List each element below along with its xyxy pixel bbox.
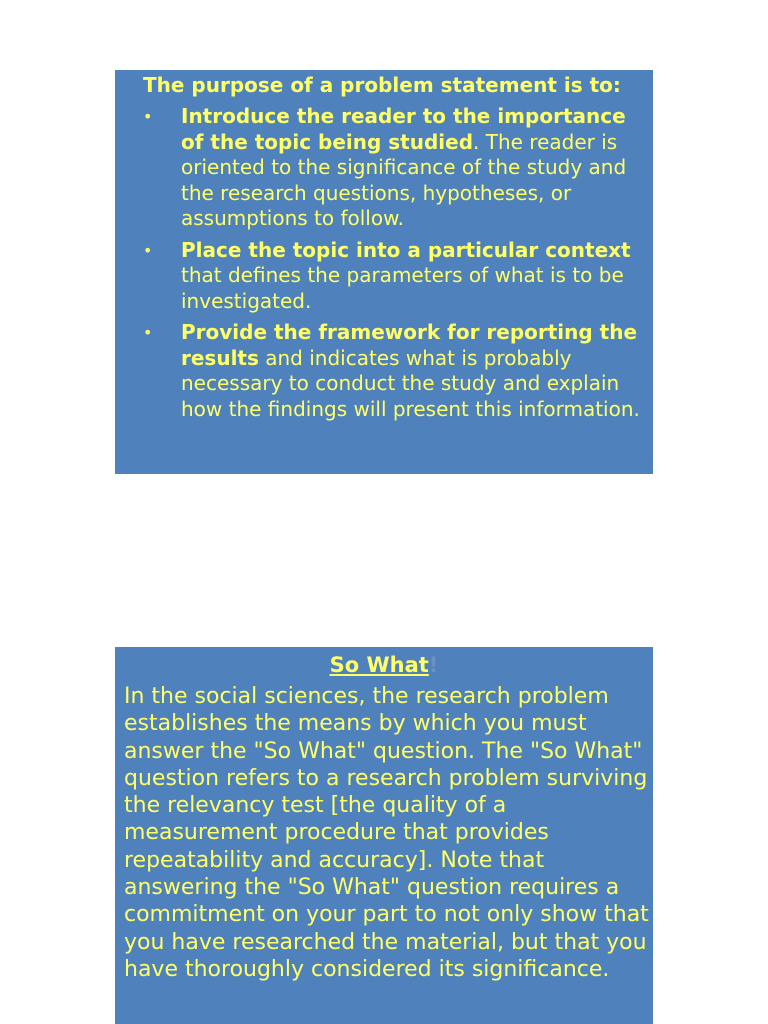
slide-title (115, 651, 653, 679)
slide-body-text: In the social sciences, the research problem establishes the means by which you must answer the "So What" question. The "So What" question refers to a research problem surviving the relevancy test [the quality of a measurement procedure that provides repeatability and accuracy]. Note that answering the "So What" question requires a commitment on your part to not only show that you have researched the material, but that you have thoroughly considered its significance. (124, 684, 649, 982)
list-item (143, 104, 651, 232)
slide-title-suffix: ! (428, 653, 439, 677)
list-item (143, 238, 651, 315)
item-bold-text: Provide the framework for reporting the results (181, 320, 638, 370)
bullet-icon: • (143, 323, 153, 342)
list-item (143, 320, 651, 422)
so-what-slide (115, 647, 653, 1024)
slide-heading: The purpose of a problem statement is to: (143, 73, 621, 97)
purpose-list (143, 104, 651, 428)
item-text: . The reader is oriented to the significance of the study and the research questions, hypotheses, or assumptions to follow. (181, 129, 627, 230)
bullet-icon: • (143, 107, 153, 126)
slide-title-text: So What (329, 653, 429, 677)
item-bold-text: Place the topic into a particular context (181, 237, 631, 262)
item-text: and indicates what is probably necessary to conduct the study and explain how the findings will present this information. (181, 345, 640, 421)
item-text: that defines the parameters of what is to be investigated. (181, 263, 624, 313)
problem-statement-slide (115, 70, 653, 474)
bullet-icon: • (143, 240, 153, 260)
item-bold-text: Introduce the reader to the importance of the topic being studied (181, 104, 626, 154)
